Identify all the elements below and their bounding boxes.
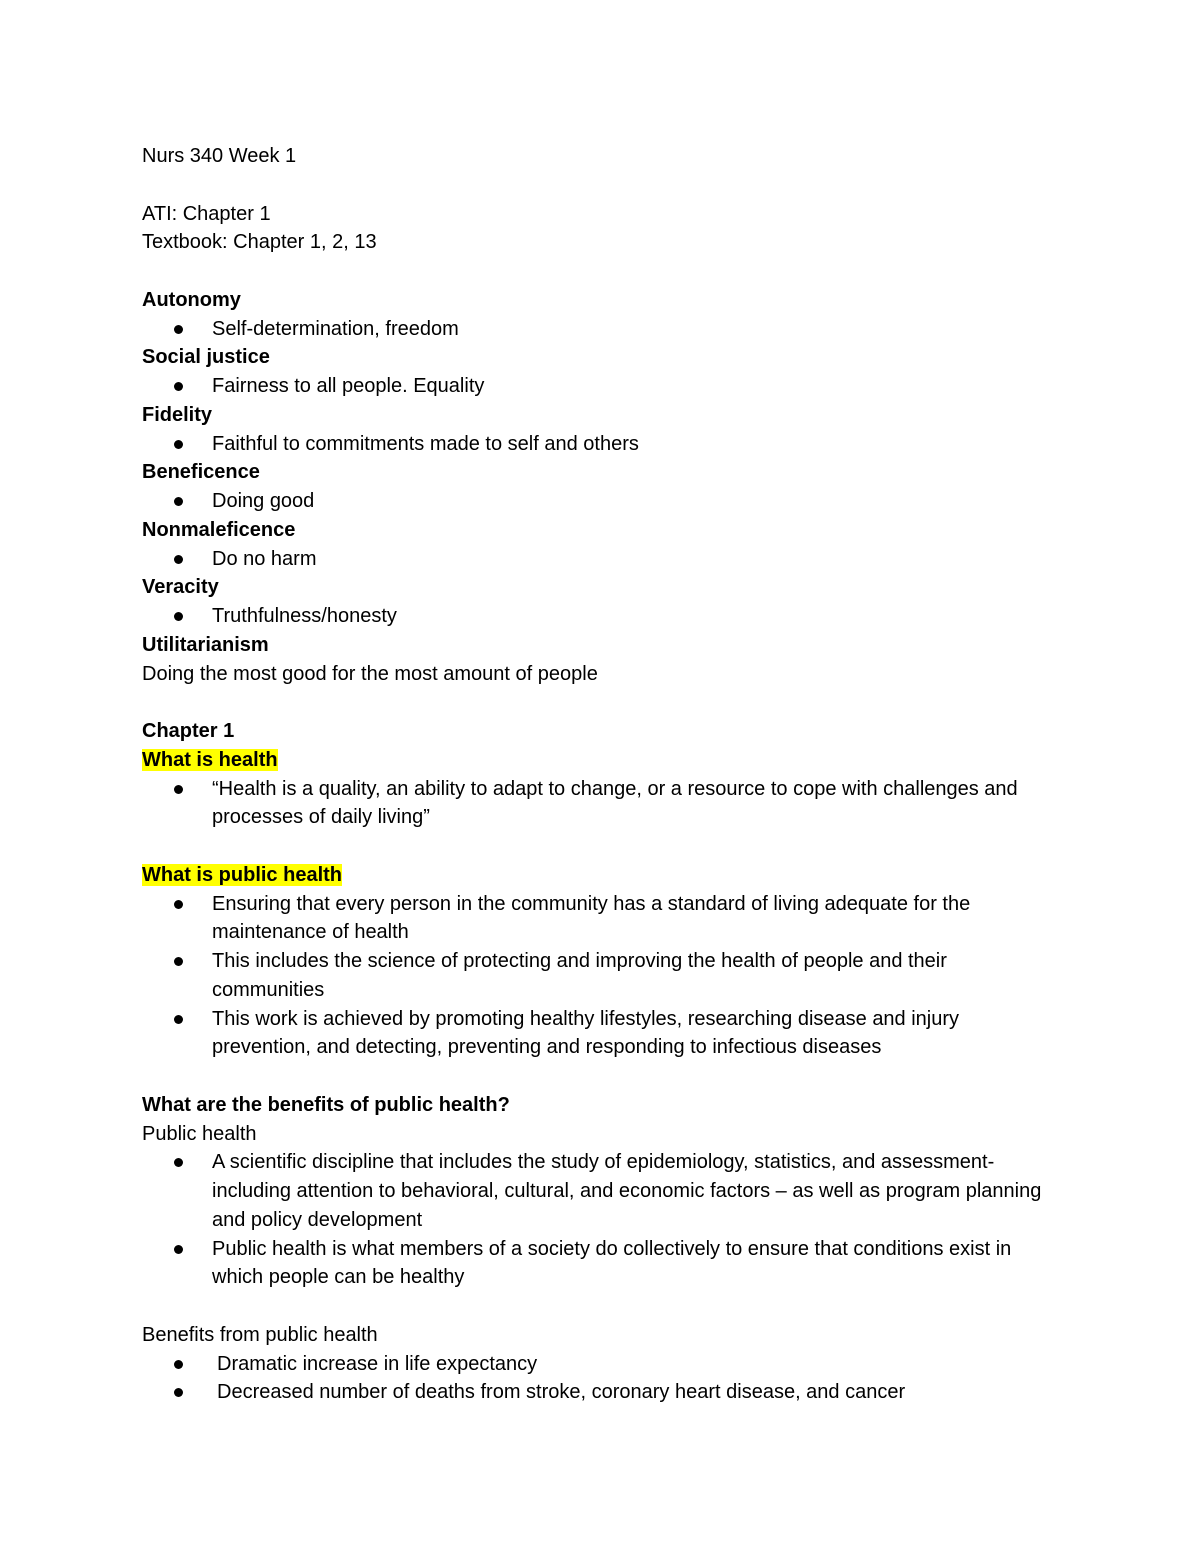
spacer bbox=[142, 832, 1072, 861]
spacer bbox=[142, 1292, 1072, 1321]
ethics-definition: Fairness to all people. Equality bbox=[212, 375, 485, 397]
bullet-icon bbox=[174, 555, 183, 564]
ethics-term-fidelity: Fidelity bbox=[142, 403, 213, 426]
list-item bbox=[142, 602, 1072, 631]
benefits-list bbox=[142, 1350, 1072, 1408]
spacer bbox=[142, 171, 1072, 200]
health-definition: “Health is a quality, an ability to adapt to change, or a resource to cope with challenges and processes of daily living” bbox=[212, 777, 1018, 829]
bullet-icon bbox=[174, 1158, 183, 1167]
public-health-item: This includes the science of protecting and improving the health of people and their communities bbox=[212, 950, 947, 1001]
ethics-term-beneficence: Beneficence bbox=[142, 461, 260, 484]
benefit-item: Dramatic increase in life expectancy bbox=[217, 1352, 538, 1375]
ethics-term-nonmaleficence: Nonmaleficence bbox=[142, 518, 296, 541]
ethics-definition: Doing good bbox=[212, 490, 315, 512]
ethics-term-veracity: Veracity bbox=[142, 576, 219, 599]
public-health-list bbox=[142, 890, 1072, 1063]
chapter-heading: Chapter 1 bbox=[142, 720, 235, 742]
list-item bbox=[142, 372, 1072, 401]
list-item bbox=[142, 890, 1072, 948]
list-item bbox=[142, 430, 1072, 459]
ethics-definition-list bbox=[142, 487, 1072, 516]
bullet-icon bbox=[174, 612, 183, 621]
bullet-icon bbox=[174, 957, 183, 966]
ethics-term-utilitarianism: Utilitarianism bbox=[142, 633, 269, 656]
ethics-term-autonomy: Autonomy bbox=[142, 288, 241, 311]
health-definition-list bbox=[142, 775, 1072, 833]
list-item bbox=[142, 487, 1072, 516]
ethics-definition-list bbox=[142, 602, 1072, 631]
ethics-definition: Self-determination, freedom bbox=[212, 317, 459, 340]
spacer bbox=[142, 257, 1072, 286]
bullet-icon bbox=[174, 325, 183, 334]
ethics-definition-list bbox=[142, 315, 1072, 344]
list-item bbox=[142, 1235, 1072, 1293]
public-health-definition: A scientific discipline that includes the study of epidemiology, statistics, and assessment- including attention to behavioral, cultural, and economic factors – as well as program planning and policy development bbox=[212, 1151, 1042, 1231]
ethics-definition-list bbox=[142, 545, 1072, 574]
spacer bbox=[142, 688, 1072, 717]
ethics-definition: Faithful to commitments made to self and others bbox=[212, 432, 639, 455]
bullet-icon bbox=[174, 497, 183, 506]
textbook-reference: Textbook: Chapter 1, 2, 13 bbox=[142, 231, 377, 254]
list-item bbox=[142, 947, 1072, 1005]
public-health-definition-list bbox=[142, 1148, 1072, 1292]
list-item bbox=[142, 1148, 1072, 1234]
list-item bbox=[142, 545, 1072, 574]
bullet-icon bbox=[174, 382, 183, 391]
ethics-definition-list bbox=[142, 372, 1072, 401]
bullet-icon bbox=[174, 1388, 183, 1397]
document-page bbox=[142, 142, 1072, 1407]
public-health-item: This work is achieved by promoting healthy lifestyles, researching disease and injury prevention, and detecting, preventing and responding to infectious diseases bbox=[212, 1007, 960, 1059]
benefits-question-heading: What are the benefits of public health? bbox=[142, 1093, 510, 1116]
benefits-label: Benefits from public health bbox=[142, 1323, 378, 1346]
ethics-term-social-justice: Social justice bbox=[142, 346, 270, 369]
public-health-label: Public health bbox=[142, 1122, 257, 1145]
ethics-definition: Do no harm bbox=[212, 547, 317, 570]
list-item bbox=[142, 775, 1072, 833]
utilitarianism-definition: Doing the most good for the most amount of people bbox=[142, 662, 598, 685]
list-item bbox=[142, 315, 1072, 344]
public-health-item: Ensuring that every person in the community has a standard of living adequate for the maintenance of health bbox=[212, 892, 971, 944]
spacer bbox=[142, 1062, 1072, 1091]
bullet-icon bbox=[174, 440, 183, 449]
what-is-health-heading: What is health bbox=[142, 748, 278, 771]
bullet-icon bbox=[174, 1015, 183, 1024]
list-item bbox=[142, 1350, 1072, 1379]
ethics-definition: Truthfulness/honesty bbox=[212, 605, 397, 627]
ethics-list bbox=[142, 286, 1072, 689]
list-item bbox=[142, 1378, 1072, 1407]
what-is-public-health-heading: What is public health bbox=[142, 863, 343, 886]
bullet-icon bbox=[174, 900, 183, 909]
ati-reference: ATI: Chapter 1 bbox=[142, 202, 271, 225]
list-item bbox=[142, 1005, 1072, 1063]
bullet-icon bbox=[174, 1360, 183, 1369]
benefit-item: Decreased number of deaths from stroke, coronary heart disease, and cancer bbox=[217, 1381, 906, 1404]
bullet-icon bbox=[174, 785, 183, 794]
public-health-definition: Public health is what members of a society do collectively to ensure that conditions exist in which people can be healthy bbox=[212, 1237, 1012, 1289]
document-title: Nurs 340 Week 1 bbox=[142, 145, 297, 167]
bullet-icon bbox=[174, 1245, 183, 1254]
ethics-definition-list bbox=[142, 430, 1072, 459]
